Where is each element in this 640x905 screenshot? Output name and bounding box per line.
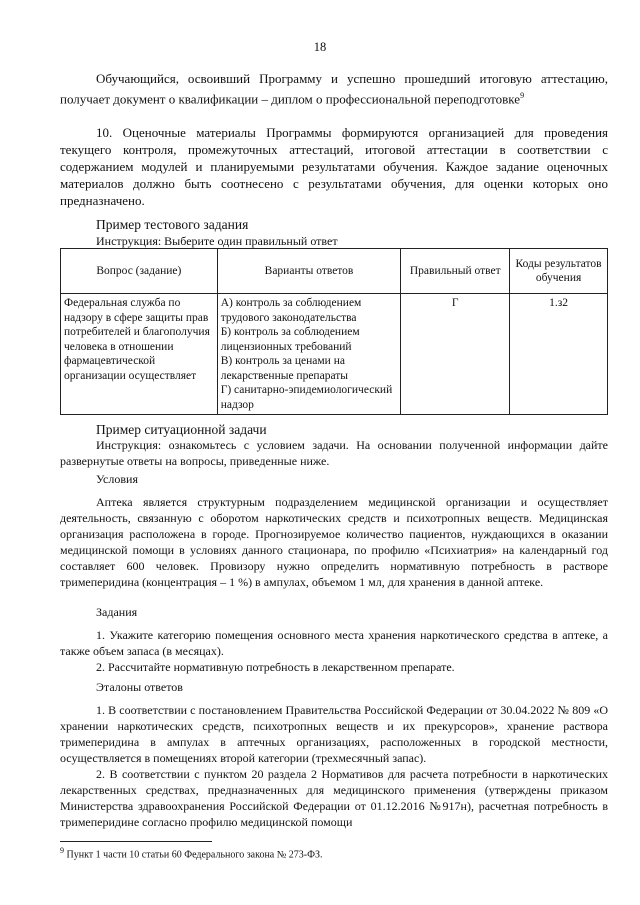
question-cell: Федеральная служба по надзору в сфере защиты прав потребителей и благополучия человека в отношении фармацевтической организации осуществляет	[61, 294, 218, 415]
table-header-cell: Правильный ответ	[401, 249, 510, 294]
table-header-cell: Коды результатов обучения	[510, 249, 608, 294]
task-2: 2. Рассчитайте нормативную потребность в лекарственном препарате.	[96, 660, 455, 674]
code-cell: 1.з2	[510, 294, 608, 415]
table-header-cell: Вопрос (задание)	[61, 249, 218, 294]
paragraph-diploma	[60, 70, 608, 107]
answer-cell: Г	[401, 294, 510, 415]
option-c: В) контроль за ценами на лекарственные препараты	[220, 355, 349, 382]
footnote	[60, 846, 323, 860]
situational-heading: Пример ситуационной задачи	[96, 422, 267, 437]
answers-title: Эталоны ответов	[96, 680, 183, 694]
test-instruction: Инструкция: Выберите один правильный ответ	[96, 234, 338, 248]
test-heading: Пример тестового задания	[96, 217, 249, 232]
reference-answer-1: 1. В соответствии с постановлением Правительства Российской Федерации от 30.04.2022 № 809 «О хранении наркотических средств, психотропных веществ и их прекурсоров», хранение раствора тримеперидина в ампулах в аптечных организациях, расположенных в городской местности, осуществляется в помещениях второй категории (трехмесячный запас).	[60, 703, 608, 765]
paragraph-diploma-text: Обучающийся, освоивший Программу и успешно прошедший итоговую аттестацию, получает документ о квалификации – диплом о профессиональной переподготовке	[60, 71, 608, 107]
table-header-cell: Варианты ответов	[217, 249, 401, 294]
paragraph-assessment-materials: 10. Оценочные материалы Программы формируются организацией для проведения текущего контроля, промежуточных аттестаций, итоговой аттестации в соответствии с содержанием модулей и планируемыми результатами обучения. Каждое задание оценочных материалов должно быть соотнесено с результатами обучения, для оценки которых оно предназначено.	[60, 125, 608, 208]
option-a: А) контроль за соблюдением трудового законодательства	[220, 297, 362, 324]
footnote-divider	[60, 841, 212, 842]
task-1: 1. Укажите категорию помещения основного места хранения наркотического средства в аптеке, а также объем запаса (в месяцах).	[60, 628, 608, 658]
situational-instruction: Инструкция: ознакомьтесь с условием задачи. На основании полученной информации дайте развернутые ответы на вопросы, приведенные ниже.	[60, 438, 608, 468]
option-d: Г) санитарно-эпидемиологический надзор	[220, 384, 393, 411]
tasks-title: Задания	[96, 605, 138, 619]
options-cell	[217, 294, 401, 415]
conditions-title: Условия	[96, 472, 138, 486]
reference-answer-2: 2. В соответствии с пунктом 20 раздела 2 Нормативов для расчета потребности в наркотических лекарственных средствах, предназначенных для медицинского применения (утверждены приказом Министерства здравоохранения Российской Федерации от 01.12.2016 №917н), расчетная потребность в тримеперидине согласно профилю медицинской помощи	[60, 767, 608, 829]
footnote-reference: 9	[520, 91, 525, 100]
option-b: Б) контроль за соблюдением лицензионных требований	[220, 326, 360, 353]
page-number: 18	[313, 40, 327, 54]
conditions-text: Аптека является структурным подразделением медицинской организации и осуществляет деятельность, связанную с оборотом наркотических средств и психотропных веществ. Медицинская организация расположена в городе. Прогнозируемое количество пациентов, нуждающихся в оказании медицинской помощи в условиях данного стационара, по профилю «Психиатрия» на календарный год составляет 600 человек. Провизору нужно определить нормативную потребность в растворе тримеперидина (концентрация – 1 %) в ампулах, объемом 1 мл, для хранения в данной аптеке.	[60, 495, 608, 589]
footnote-number: 9	[60, 846, 64, 855]
test-table	[60, 248, 608, 415]
table-row	[61, 294, 608, 415]
table-header-row	[61, 249, 608, 294]
footnote-text: Пункт 1 части 10 статьи 60 Федерального закона № 273-ФЗ.	[66, 849, 323, 861]
